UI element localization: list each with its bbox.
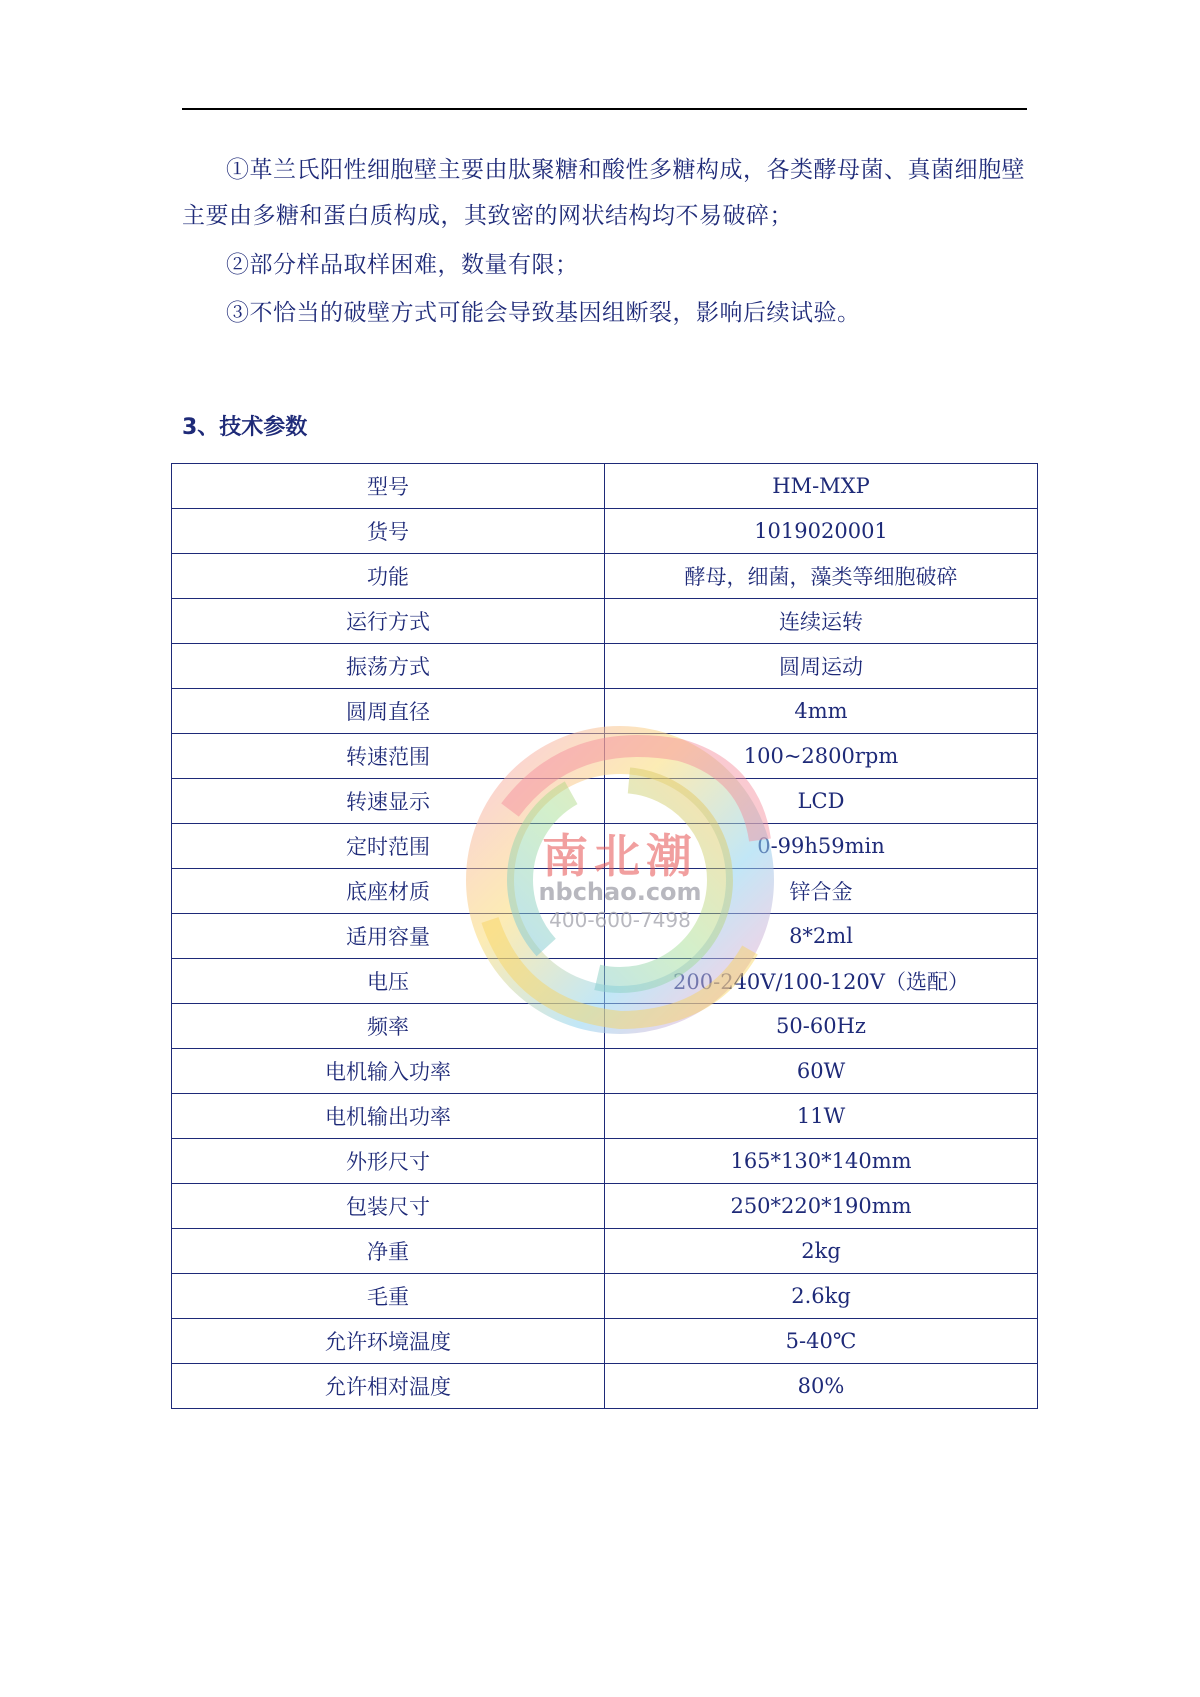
- spec-label: 电压: [172, 959, 605, 1004]
- spec-row: [172, 869, 1038, 914]
- spec-row: [172, 1229, 1038, 1274]
- spec-row: [172, 644, 1038, 689]
- spec-row: [172, 509, 1038, 554]
- spec-label: 净重: [172, 1229, 605, 1274]
- spec-value: 1019020001: [605, 509, 1038, 554]
- spec-value: 200-240V/100-120V（选配）: [605, 959, 1038, 1004]
- spec-value: 圆周运动: [605, 644, 1038, 689]
- spec-label: 振荡方式: [172, 644, 605, 689]
- spec-label: 频率: [172, 1004, 605, 1049]
- spec-value: HM-MXP: [605, 464, 1038, 509]
- section-heading: 3、技术参数: [182, 415, 308, 440]
- spec-row: [172, 734, 1038, 779]
- intro-paragraph-1: ①革兰氏阳性细胞壁主要由肽聚糖和酸性多糖构成，各类酵母菌、真菌细胞壁主要由多糖和蛋白质构成，其致密的网状结构均不易破碎；: [182, 157, 1025, 229]
- watermark-phone: 400-600-7498: [549, 908, 691, 932]
- spec-row: [172, 689, 1038, 734]
- spec-label: 允许环境温度: [172, 1319, 605, 1364]
- spec-label: 适用容量: [172, 914, 605, 959]
- spec-label: 电机输入功率: [172, 1049, 605, 1094]
- spec-row: [172, 1184, 1038, 1229]
- spec-label: 转速范围: [172, 734, 605, 779]
- spec-label: 功能: [172, 554, 605, 599]
- spec-value: 4mm: [605, 689, 1038, 734]
- spec-value: 5-40℃: [605, 1319, 1038, 1364]
- spec-table-body: [172, 464, 1038, 1409]
- spec-row: [172, 1274, 1038, 1319]
- spec-label: 转速显示: [172, 779, 605, 824]
- spec-value: 60W: [605, 1049, 1038, 1094]
- spec-label: 定时范围: [172, 824, 605, 869]
- spec-table: [171, 463, 1038, 1409]
- spec-row: [172, 1004, 1038, 1049]
- spec-value: 酵母，细菌，藻类等细胞破碎: [605, 554, 1038, 599]
- spec-row: [172, 1094, 1038, 1139]
- watermark-domain: nbchao.com: [538, 878, 702, 906]
- spec-value: 连续运转: [605, 599, 1038, 644]
- spec-value: 8*2ml: [605, 914, 1038, 959]
- spec-value: 2kg: [605, 1229, 1038, 1274]
- intro-paragraph-3: ③不恰当的破壁方式可能会导致基因组断裂，影响后续试验。: [226, 300, 861, 326]
- spec-label: 底座材质: [172, 869, 605, 914]
- spec-row: [172, 824, 1038, 869]
- header-rule: [182, 108, 1027, 110]
- spec-value: 锌合金: [605, 869, 1038, 914]
- spec-row: [172, 1139, 1038, 1184]
- spec-label: 型号: [172, 464, 605, 509]
- spec-value: 50-60Hz: [605, 1004, 1038, 1049]
- watermark-brand: 南北潮: [542, 829, 698, 883]
- spec-row: [172, 1319, 1038, 1364]
- spec-label: 毛重: [172, 1274, 605, 1319]
- spec-value: 2.6kg: [605, 1274, 1038, 1319]
- spec-label: 圆周直径: [172, 689, 605, 734]
- spec-row: [172, 959, 1038, 1004]
- spec-label: 货号: [172, 509, 605, 554]
- spec-value: LCD: [605, 779, 1038, 824]
- spec-value: 80%: [605, 1364, 1038, 1409]
- spec-row: [172, 554, 1038, 599]
- spec-value: 11W: [605, 1094, 1038, 1139]
- spec-label: 电机输出功率: [172, 1094, 605, 1139]
- intro-paragraph-2: ②部分样品取样困难，数量有限；: [226, 252, 579, 278]
- spec-value: 165*130*140mm: [605, 1139, 1038, 1184]
- spec-value: 250*220*190mm: [605, 1184, 1038, 1229]
- spec-label: 外形尺寸: [172, 1139, 605, 1184]
- spec-row: [172, 599, 1038, 644]
- spec-row: [172, 1049, 1038, 1094]
- spec-row: [172, 914, 1038, 959]
- spec-value: 100~2800rpm: [605, 734, 1038, 779]
- spec-label: 运行方式: [172, 599, 605, 644]
- spec-value: 0-99h59min: [605, 824, 1038, 869]
- spec-row: [172, 779, 1038, 824]
- spec-label: 允许相对温度: [172, 1364, 605, 1409]
- spec-row: [172, 464, 1038, 509]
- spec-label: 包装尺寸: [172, 1184, 605, 1229]
- spec-row: [172, 1364, 1038, 1409]
